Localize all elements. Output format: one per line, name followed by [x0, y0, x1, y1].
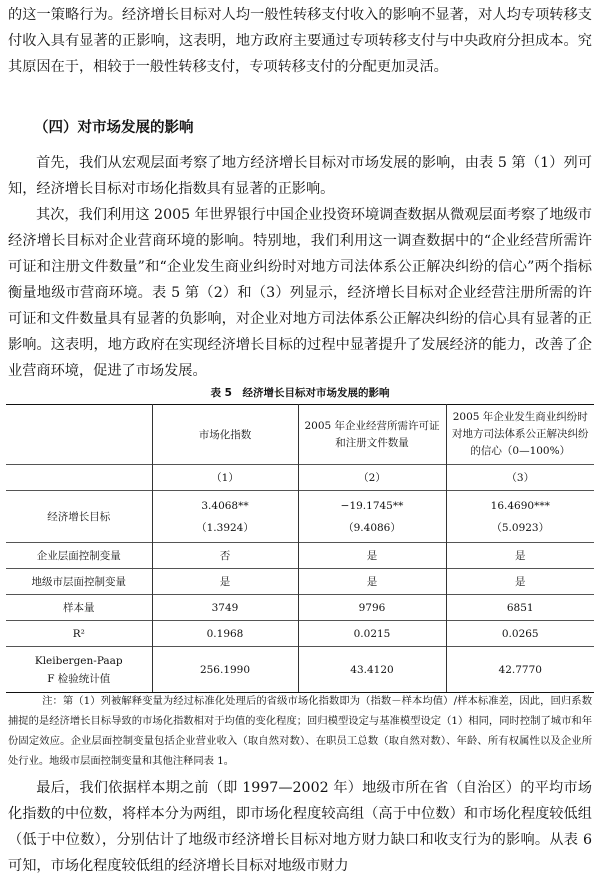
table-row [6, 543, 594, 569]
row-label-line1: Kleibergen-Paap [34, 654, 123, 667]
table-header-row [6, 405, 594, 465]
paragraph-micro-business-env: 其次，我们利用这 2005 年世界银行中国企业投资环境调查数据从微观层面考察了地级市经济增长目标对企业营商环境的影响。特别地，我们利用这一调查数据中的“企业经营所需许可证和注册文件数量”和“企业发生商业纠纷时对地方司法体系公正解决纠纷的信心”两个指标衡量地级市营商环境。表 5 第（2）和（3）列显示，经济增长目标对企业经营注册所需的许可证和文件数量具有显著的负影响，对企业对地方司法体系公正解决纠纷的信心具有显著的正影响。这表明，地方政府在实现经济增长目标的过程中显著提升了发展经济的能力，改善了企业营商环境，促进了市场发展。 [8, 207, 592, 379]
table-cell: 否 [152, 543, 298, 569]
row-label-line2: F 检验统计值 [47, 672, 111, 685]
table-cell: 6851 [446, 595, 594, 621]
table-title: 表 5 经济增长目标对市场发展的影响 [210, 387, 390, 399]
table-cell: 0.0215 [298, 621, 446, 647]
std-error: （5.0923） [491, 521, 550, 534]
table-cell: 256.1990 [152, 647, 298, 693]
col-header-3: 2005 年企业发生商业纠纷时对地方司法体系公正解决纠纷的信心（0—100%） [446, 405, 594, 465]
coef-cell-2 [298, 491, 446, 543]
coef-value: 16.4690*** [490, 499, 550, 512]
results-table [6, 404, 594, 693]
table-cell: 42.7770 [446, 647, 594, 693]
row-label: R² [6, 621, 152, 647]
table-row [6, 621, 594, 647]
table-cell: 是 [298, 569, 446, 595]
table-cell: 43.4120 [298, 647, 446, 693]
col-header-1: 市场化指数 [152, 405, 298, 465]
table-cell: 3749 [152, 595, 298, 621]
table-cell: 9796 [298, 595, 446, 621]
table-cell: 0.1968 [152, 621, 298, 647]
section-heading: （四）对市场发展的影响 [34, 120, 194, 136]
std-error: （9.4086） [343, 521, 401, 534]
table-cell: 是 [446, 569, 594, 595]
table-row [6, 569, 594, 595]
row-label: 企业层面控制变量 [6, 543, 152, 569]
col-header-2: 2005 年企业经营所需许可证和注册文件数量 [298, 405, 446, 465]
table-cell: 是 [446, 543, 594, 569]
coef-value: 3.4068** [201, 499, 249, 512]
table-colnum-row [6, 465, 594, 491]
std-error: （1.3924） [196, 521, 254, 534]
row-label: 地级市层面控制变量 [6, 569, 152, 595]
colnum-2: （2） [298, 465, 446, 491]
paragraph-macro-market: 首先，我们从宏观层面考察了地方经济增长目标对市场发展的影响，由表 5 第（1）列可知，经济增长目标对市场化指数具有显著的正影响。 [8, 155, 592, 197]
table-cell: 0.0265 [446, 621, 594, 647]
coef-cell-3 [446, 491, 594, 543]
colnum-1: （1） [152, 465, 298, 491]
table-note: 注：第（1）列被解释变量为经过标准化处理后的省级市场化指数即为（指数－样本均值）/样本标准差，因此，回归系数捕捉的是经济增长目标导致的市场化指数相对于均值的变化程度；回归模型设定与基准模型设定（1）相同，同时控制了城市和年份固定效应。企业层面控制变量包括企业营业收入（取自然对数）、在职员工总数（取自然对数）、年龄、所有权属性以及企业所处行业。地级市层面控制变量和其他注释同表 1。 [8, 695, 592, 767]
table-row-coefficient [6, 491, 594, 543]
table-cell: 是 [298, 543, 446, 569]
row-label: 样本量 [6, 595, 152, 621]
coef-value: −19.1745** [340, 499, 404, 512]
paragraph-transfer-payments: 的这一策略行为。经济增长目标对人均一般性转移支付收入的影响不显著，对人均专项转移支付收入具有显著的正影响，这表明，地方政府主要通过专项转移支付与中央政府分担成本。究其原因在于，相较于一般性转移支付，专项转移支付的分配更加灵活。 [8, 7, 592, 75]
table-row [6, 595, 594, 621]
table-corner-cell [6, 405, 152, 465]
row-label [6, 647, 152, 693]
row-label: 经济增长目标 [6, 491, 152, 543]
colnum-3: （3） [446, 465, 594, 491]
table-row-kleibergen-paap [6, 647, 594, 693]
table-cell: 是 [152, 569, 298, 595]
colnum-blank [6, 465, 152, 491]
paragraph-market-subsample: 最后，我们依据样本期之前（即 1997—2002 年）地级市所在省（自治区）的平均市场化指数的中位数，将样本分为两组，即市场化程度较高组（高于中位数）和市场化程度较低组（低于中位数），分别估计了地级市经济增长目标对地方财力缺口和收支行为的影响。从表 6 可知，市场化程度较低组的经济增长目标对地级市财力 [8, 780, 592, 874]
coef-cell-1 [152, 491, 298, 543]
